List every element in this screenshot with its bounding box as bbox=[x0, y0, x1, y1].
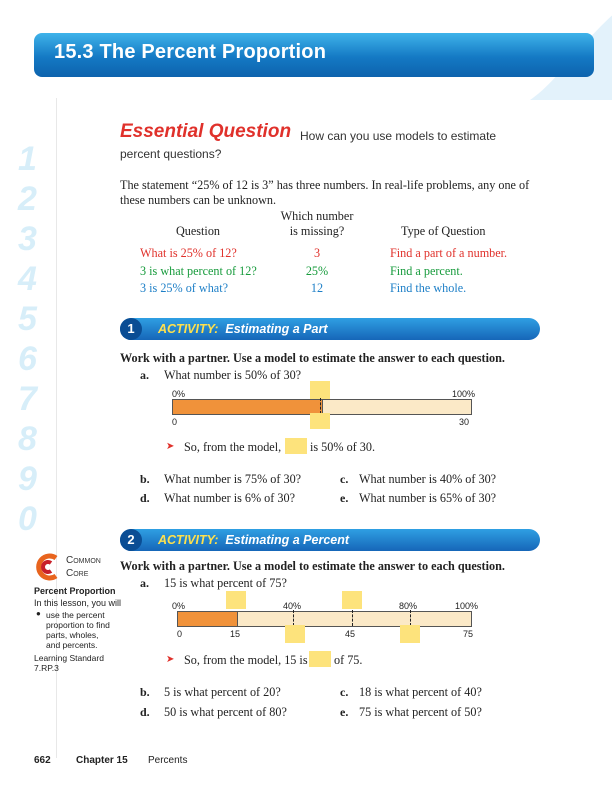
activity1-number: 1 bbox=[120, 318, 142, 340]
sidebar-bullet-line: use the percent bbox=[46, 610, 105, 620]
activity2-title-text: Estimating a Percent bbox=[225, 533, 350, 547]
side-number: 5 bbox=[18, 300, 37, 338]
table-header-missing-2: is missing? bbox=[289, 224, 345, 238]
side-number: 0 bbox=[18, 500, 37, 538]
sidebar-bullet-line: and percents. bbox=[46, 640, 98, 650]
conclusion-arrow-icon: ➤ bbox=[166, 441, 175, 452]
activity1-item-label: b. bbox=[140, 472, 150, 486]
sidebar-intro: In this lesson, you will bbox=[34, 598, 122, 608]
model1-bottom-left: 0 bbox=[172, 417, 178, 427]
activity1-item-text: What number is 6% of 30? bbox=[164, 491, 295, 505]
model2-bottom-label: 0 bbox=[177, 629, 183, 639]
activity1-item-label: e. bbox=[340, 491, 349, 505]
side-number: 3 bbox=[18, 220, 37, 258]
model1-answer-box-top bbox=[310, 381, 330, 399]
side-number: 7 bbox=[18, 380, 37, 418]
activity1-item-text: What number is 75% of 30? bbox=[164, 472, 302, 486]
essential-question-line1: How can you use models to estimate bbox=[300, 129, 497, 143]
table-row-missing: 12 bbox=[310, 281, 324, 295]
table-row-question: 3 is what percent of 12? bbox=[140, 264, 257, 278]
activity2-conclusion-post: of 75. bbox=[334, 653, 363, 667]
model2-bar bbox=[177, 611, 472, 627]
side-number: 6 bbox=[18, 340, 37, 378]
model2-answer-box bbox=[285, 625, 305, 643]
table-row-missing: 25% bbox=[305, 264, 329, 278]
table-header-question: Question bbox=[176, 224, 221, 238]
sidebar-bullet-line: proportion to find bbox=[46, 620, 110, 630]
activity2-a-text: 15 is what percent of 75? bbox=[164, 576, 287, 590]
footer-chapter: Chapter 15 bbox=[76, 755, 128, 766]
activity2-title bbox=[158, 533, 349, 547]
activity2-item-text: 50 is what percent of 80? bbox=[164, 705, 287, 719]
activity2-conclusion-pre: So, from the model, 15 is bbox=[184, 653, 308, 667]
model2-top-label: 100% bbox=[455, 601, 479, 611]
activity2-item-text: 18 is what percent of 40? bbox=[359, 685, 482, 699]
activity1-item-label: c. bbox=[340, 472, 349, 486]
table-row-missing: 3 bbox=[313, 246, 321, 260]
model1-top-right: 100% bbox=[452, 389, 476, 399]
table-row-question: 3 is 25% of what? bbox=[140, 281, 229, 295]
activity1-kind: ACTIVITY: bbox=[158, 322, 219, 336]
model1-bottom-right: 30 bbox=[459, 417, 470, 427]
table-header-type: Type of Question bbox=[401, 224, 486, 238]
page-number: 662 bbox=[34, 755, 51, 766]
model2-top-label: 40% bbox=[283, 601, 302, 611]
activity1-instruction: Work with a partner. Use a model to estimate the answer to each question. bbox=[120, 351, 505, 365]
common-core-line2: Core bbox=[66, 568, 89, 579]
sidebar-bullet-icon: ● bbox=[36, 609, 41, 618]
side-number: 9 bbox=[18, 460, 37, 498]
side-number: 4 bbox=[18, 260, 37, 298]
model2-bottom-label: 45 bbox=[345, 629, 356, 639]
table-row-type: Find the whole. bbox=[390, 281, 467, 295]
model1-answer-box-bottom bbox=[310, 413, 330, 429]
model2-top-label: 80% bbox=[399, 601, 418, 611]
activity1-title-text: Estimating a Part bbox=[225, 322, 328, 336]
activity2-a-label: a. bbox=[140, 576, 149, 590]
model2-bottom-label: 15 bbox=[230, 629, 241, 639]
activity1-conclusion-post: is 50% of 30. bbox=[310, 440, 375, 454]
table-header-missing-1: Which number bbox=[280, 209, 354, 223]
side-number: 8 bbox=[18, 420, 37, 458]
activity2-item-label: d. bbox=[140, 705, 150, 719]
activity1-item-text: What number is 65% of 30? bbox=[359, 491, 497, 505]
activity1-item-text: What number is 40% of 30? bbox=[359, 472, 497, 486]
model2-bar-fill bbox=[178, 612, 238, 626]
activity1-conclusion-pre: So, from the model, bbox=[184, 440, 282, 454]
activity2-item-label: e. bbox=[340, 705, 349, 719]
conclusion-arrow-icon: ➤ bbox=[166, 654, 175, 665]
model2-divider bbox=[293, 610, 294, 626]
activity1-answer-blank bbox=[285, 438, 307, 454]
side-number: 1 bbox=[18, 140, 37, 178]
footer-topic: Percents bbox=[148, 755, 188, 766]
model2-answer-box bbox=[400, 625, 420, 643]
common-core-logo-icon bbox=[34, 552, 64, 582]
sidebar-standard-line1: Learning Standard bbox=[34, 653, 104, 663]
model1-top-left: 0% bbox=[172, 389, 186, 399]
model2-divider bbox=[352, 610, 353, 626]
activity2-kind: ACTIVITY: bbox=[158, 533, 219, 547]
side-number: 2 bbox=[18, 180, 37, 218]
activity1-item-label: d. bbox=[140, 491, 150, 505]
activity1-a-label: a. bbox=[140, 368, 149, 382]
essential-question-line2: percent questions? bbox=[120, 147, 222, 161]
activity2-instruction: Work with a partner. Use a model to estimate the answer to each question. bbox=[120, 559, 505, 573]
model2-bottom-label: 75 bbox=[463, 629, 474, 639]
intro-line2: these numbers can be unknown. bbox=[120, 193, 277, 207]
table-row-type: Find a part of a number. bbox=[390, 246, 508, 260]
sidebar-bullet-line: parts, wholes, bbox=[46, 630, 99, 640]
model2-answer-box bbox=[342, 591, 362, 609]
model2-top-label: 0% bbox=[172, 601, 186, 611]
activity2-item-label: b. bbox=[140, 685, 150, 699]
activity1-a-text: What number is 50% of 30? bbox=[164, 368, 302, 382]
section-title: 15.3 The Percent Proportion bbox=[54, 41, 327, 63]
table-row-question: What is 25% of 12? bbox=[140, 246, 237, 260]
model1-midline bbox=[320, 398, 321, 414]
activity2-item-label: c. bbox=[340, 685, 349, 699]
table-row-type: Find a percent. bbox=[390, 264, 463, 278]
model2-answer-box bbox=[226, 591, 246, 609]
model1-bar-fill bbox=[173, 400, 323, 414]
sidebar-heading: Percent Proportion bbox=[34, 586, 116, 596]
activity2-number: 2 bbox=[120, 529, 142, 551]
activity2-answer-blank bbox=[309, 651, 331, 667]
sidebar-standard-line2: 7.RP.3 bbox=[34, 663, 59, 673]
activity2-item-text: 5 is what percent of 20? bbox=[164, 685, 281, 699]
intro-line1: The statement “25% of 12 is 3” has three numbers. In real-life problems, any one of bbox=[120, 178, 530, 192]
activity2-item-text: 75 is what percent of 50? bbox=[359, 705, 482, 719]
model2-divider bbox=[410, 610, 411, 626]
activity1-title bbox=[158, 322, 328, 336]
essential-question-label: Essential Question bbox=[120, 121, 292, 142]
common-core-line1: Common bbox=[66, 555, 101, 566]
